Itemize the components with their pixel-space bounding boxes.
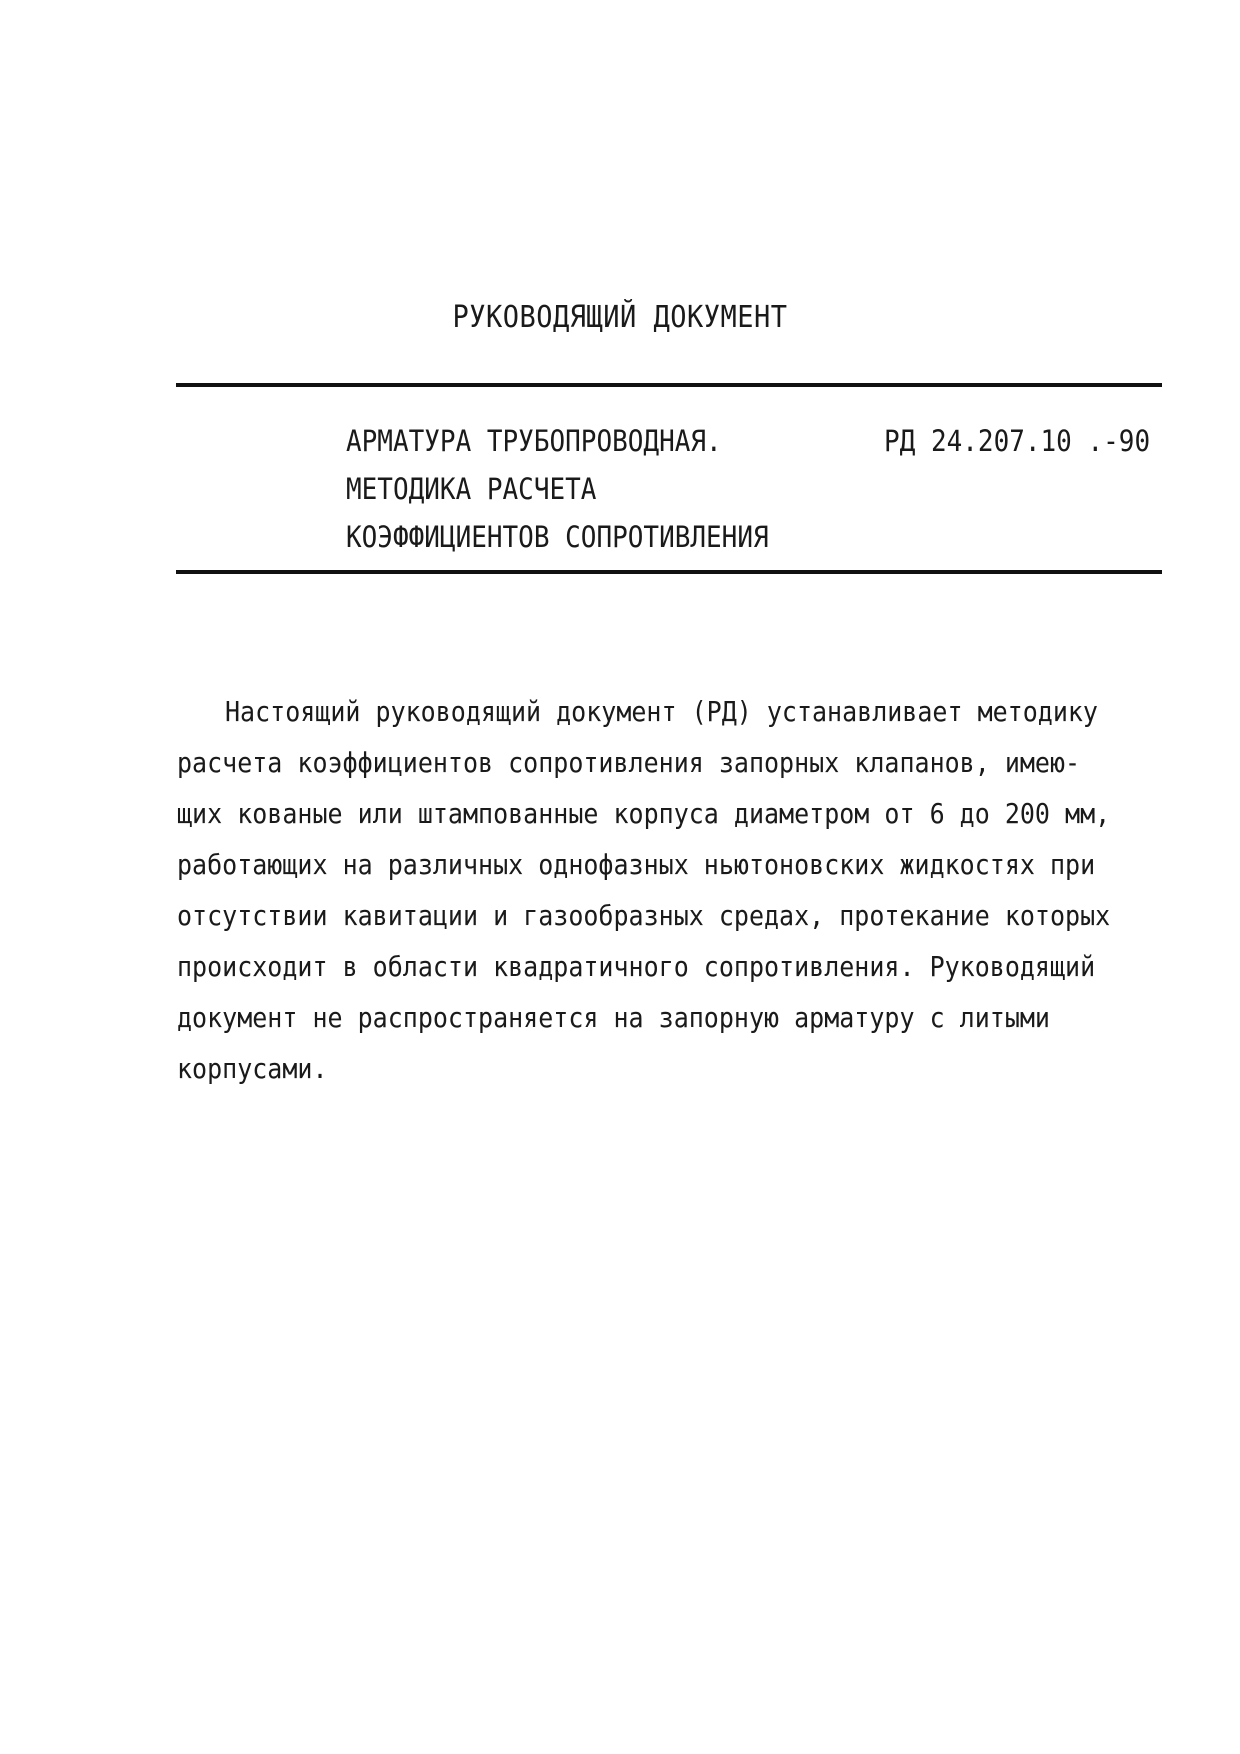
- paragraph-line: расчета коэффициентов сопротивления запорных клапанов, имею-: [177, 746, 1081, 779]
- document-kind-heading: РУКОВОДЯЩИЙ ДОКУМЕНТ: [452, 300, 788, 335]
- paragraph-line: щих кованые или штампованные корпуса диаметром от 6 до 200 мм,: [177, 797, 1111, 830]
- bottom-rule: [176, 570, 1162, 574]
- document-designation: РД 24.207.10 .-90: [884, 425, 1151, 459]
- title-line: АРМАТУРА ТРУБОПРОВОДНАЯ.: [346, 425, 722, 459]
- top-rule: [176, 383, 1162, 387]
- document-title: [346, 418, 906, 562]
- paragraph-line: Настоящий руководящий документ (РД) устанавливает методику: [225, 695, 1098, 728]
- paragraph-line: происходит в области квадратичного сопротивления. Руководящий: [177, 950, 1096, 983]
- title-line: МЕТОДИКА РАСЧЕТА: [346, 473, 597, 507]
- paragraph-line: отсутствии кавитации и газообразных средах, протекание которых: [177, 899, 1111, 932]
- paragraph-line: работающих на различных однофазных ньютоновских жидкостях при: [177, 848, 1096, 881]
- paragraph-line: документ не распространяется на запорную арматуру с литыми: [177, 1001, 1050, 1034]
- title-line: КОЭФФИЦИЕНТОВ СОПРОТИВЛЕНИЯ: [346, 521, 769, 555]
- paragraph-line: корпусами.: [177, 1052, 328, 1085]
- scope-paragraph: [177, 686, 1177, 1094]
